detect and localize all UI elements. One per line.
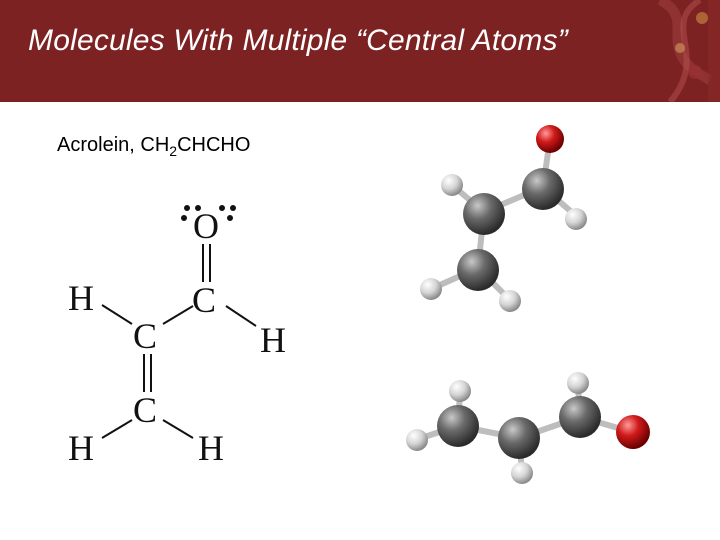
single-bond: [226, 306, 256, 326]
slide-title: Molecules With Multiple “Central Atoms”: [28, 24, 568, 57]
molecule-formula: [57, 134, 250, 157]
oxygen-atom: [616, 415, 650, 449]
lone-pair-dot: [227, 215, 233, 221]
dna-decoration-icon: [640, 0, 720, 102]
title-bar: [0, 0, 720, 102]
atom-h-bottom-right: H: [198, 428, 224, 468]
lone-pair-dot: [230, 205, 236, 211]
hydrogen-atom: [499, 290, 521, 312]
atom-oxygen: O: [193, 206, 219, 246]
single-bond: [163, 420, 193, 438]
hydrogen-atom: [441, 174, 463, 196]
single-bond: [163, 306, 193, 324]
lone-pair-dot: [181, 215, 187, 221]
carbon-atom: [522, 168, 564, 210]
carbon-atom: [463, 193, 505, 235]
lone-pair-dot: [184, 205, 190, 211]
ball-and-stick-model-1: [400, 112, 600, 322]
atom-h-right: H: [260, 320, 286, 360]
hydrogen-atom: [406, 429, 428, 451]
atom-carbon-bottom: C: [133, 390, 158, 430]
single-bond: [102, 305, 132, 324]
formula-subscript: 2: [169, 143, 178, 159]
hydrogen-atom: [420, 278, 442, 300]
hydrogen-atom: [567, 372, 589, 394]
carbon-atom: [498, 417, 540, 459]
atom-h-bottom-left: H: [68, 428, 94, 468]
formula-rest: CHCHO: [177, 134, 251, 156]
hydrogen-atom: [449, 380, 471, 402]
lone-pair-dot: [219, 205, 225, 211]
atom-h-top-left: H: [68, 278, 94, 318]
hydrogen-atom: [511, 462, 533, 484]
lewis-structure: [50, 190, 310, 470]
ball-and-stick-model-2: [395, 370, 665, 500]
carbon-atom: [457, 249, 499, 291]
carbon-atom: [437, 405, 479, 447]
atom-carbon-top: C: [192, 280, 217, 320]
hydrogen-atom: [565, 208, 587, 230]
atom-carbon-mid: C: [133, 316, 158, 356]
formula-name: Acrolein, CH: [57, 134, 170, 156]
single-bond: [102, 420, 132, 438]
carbon-atom: [559, 396, 601, 438]
oxygen-atom: [536, 125, 564, 153]
